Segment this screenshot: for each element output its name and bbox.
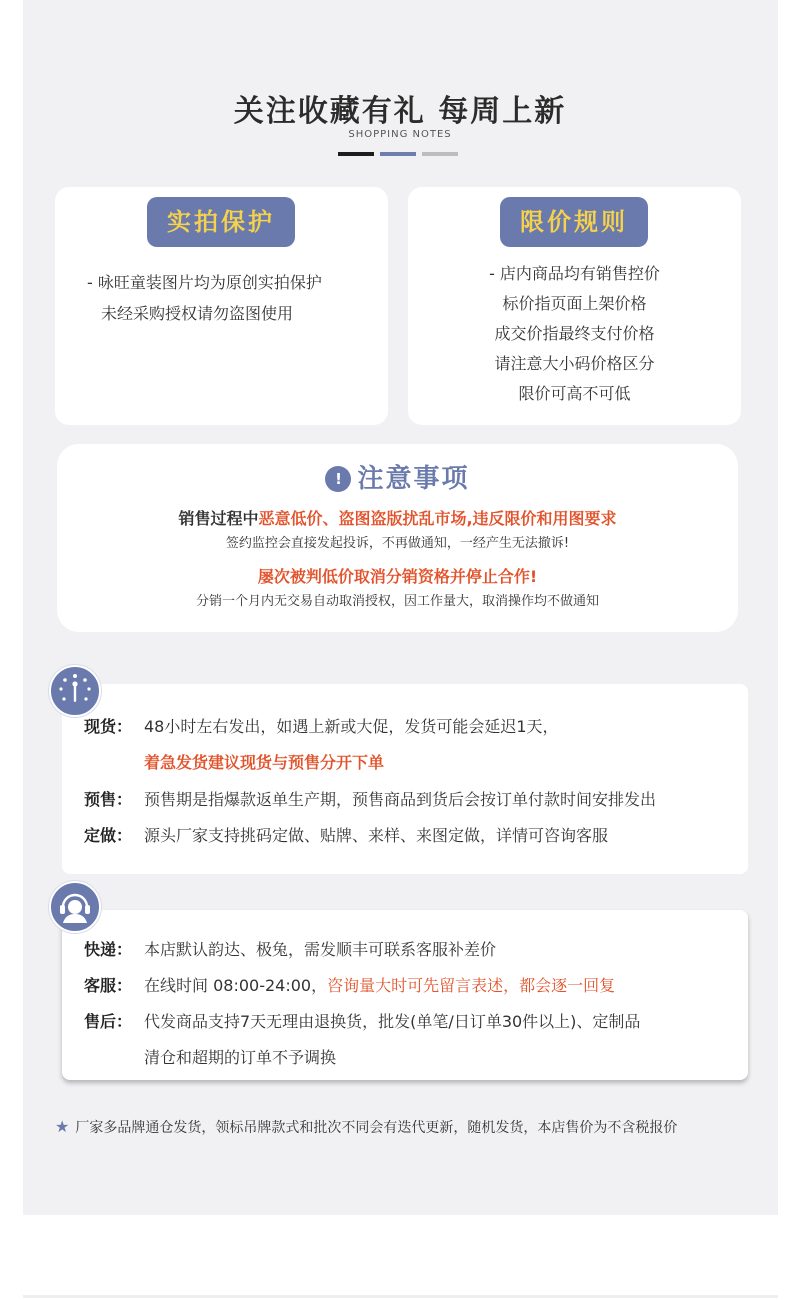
service-card [62,910,748,1080]
spot-label: 现货： [84,717,133,736]
price-rules-line: 请注意大小码价格区分 [494,354,655,373]
after-sales-text-2: 清仓和超期的订单不予调换 [144,1048,337,1067]
price-rules-badge: 限价规则 [500,197,648,247]
spot-note-row [144,750,384,773]
after-sales-text: 代发商品支持7天无理由退换货，批发(单笔/日订单30件以上)、定制品 [144,1012,641,1031]
page-subtitle: SHOPPING NOTES [348,129,452,140]
photo-protection-line: 未经采购授权请勿盗图使用 [101,304,294,323]
notice-line-2: 签约监控会直接发起投诉，不再做通知，一经产生无法撤诉! [225,536,570,551]
notice-line-1-highlight: 恶意低价、盗图盗版扰乱市场,违反限价和用图要求 [258,509,617,528]
bottom-divider [23,1295,778,1298]
price-rules-line: 限价可高不可低 [518,384,631,403]
notice-line-3: 屡次被判低价取消分销资格并停止合作! [257,567,538,586]
notice-heading [57,458,738,495]
customer-service-label: 客服： [84,976,133,995]
price-rules-text [408,259,741,409]
price-rules-card [408,187,741,425]
custom-text: 源头厂家支持挑码定做、贴牌、来样、来图定做，详情可咨询客服 [144,826,609,845]
photo-protection-text [87,267,322,329]
notice-title: 注意事项 [357,464,470,494]
photo-protection-badge: 实拍保护 [147,197,295,247]
spot-note: 着急发货建议现货与预售分开下单 [144,753,385,772]
clock-icon-svg [51,667,99,715]
custom-row [84,823,608,846]
divider-bar-gray [422,152,458,156]
photo-protection-line: - 咏旺童装图片均为原创实拍保护 [87,273,322,292]
notice-line-1-prefix: 销售过程中 [178,509,259,528]
presale-text: 预售期是指爆款返单生产期，预售商品到货后会按订单付款时间安排发出 [144,790,657,809]
after-sales-row-2 [144,1045,336,1068]
customer-service-highlight: 咨询量大时可先留言表述，都会逐一回复 [327,976,616,995]
customer-service-text: 在线时间 08:00-24:00， [144,976,328,995]
divider-bar-blue [380,152,416,156]
notice-line-1 [57,506,738,529]
customer-service-row [84,973,615,996]
custom-label: 定做： [84,826,133,845]
after-sales-label: 售后： [84,1012,133,1031]
footer-text: 厂家多品牌通仓发货，领标吊牌款式和批次不同会有迭代更新，随机发货，本店售价为不含税报价 [75,1120,678,1136]
clock-icon [49,665,101,717]
star-icon: ★ [55,1117,70,1136]
express-label: 快递： [84,940,133,959]
customer-service-icon [49,881,101,933]
photo-protection-card [55,187,388,425]
notice-line-4: 分销一个月内无交易自动取消授权，因工作量大，取消操作均不做通知 [195,594,599,609]
shipping-card [62,684,748,874]
page-title: 关注收藏有礼 每周上新 [233,94,567,129]
footer-note [55,1117,677,1137]
spot-text: 48小时左右发出，如遇上新或大促，发货可能会延迟1天， [144,717,559,736]
presale-label: 预售： [84,790,133,809]
customer-service-icon-svg [51,883,99,931]
divider-bar-black [338,152,374,156]
notice-card [57,444,738,632]
express-row [84,937,496,960]
warning-icon: ! [325,466,351,492]
spot-row [84,714,559,737]
after-sales-row [84,1009,640,1032]
price-rules-line: - 店内商品均有销售控价 [489,264,660,283]
price-rules-line: 标价指页面上架价格 [502,294,647,313]
presale-row [84,787,656,810]
price-rules-line: 成交价指最终支付价格 [494,324,655,343]
express-text: 本店默认韵达、极兔，需发顺丰可联系客服补差价 [144,940,497,959]
